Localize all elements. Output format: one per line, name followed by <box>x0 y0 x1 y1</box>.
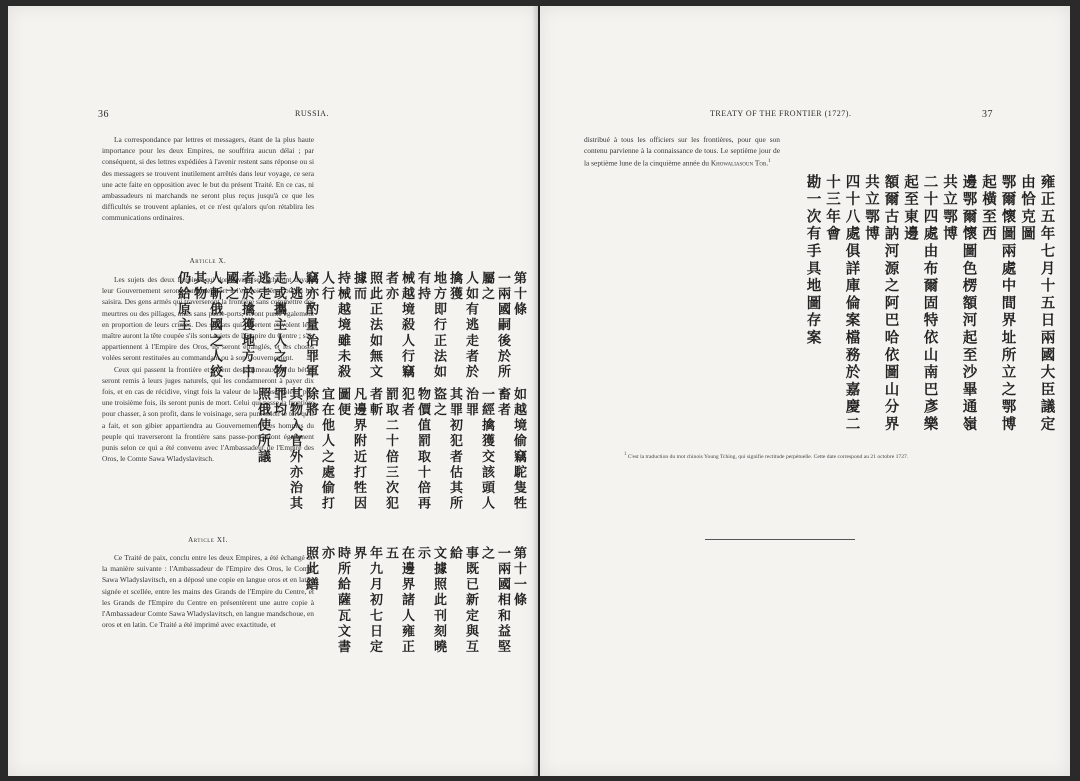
right-running-head: TREATY OF THE FRONTIER (1727). <box>710 109 852 118</box>
chinese-column: 文據照此刊刻曉示 <box>415 546 446 656</box>
left-page <box>8 6 538 776</box>
chinese-column: 一兩國相和益堅之 <box>479 546 510 656</box>
footnote: $^1$ C'est la traduction du mot chinois Young Tching, qui signifie rectitude perpétuelle. Cette date correspond au 21 octobre 1727. <box>624 452 909 460</box>
chinese-column: 械越境殺人行竊者亦 <box>383 271 414 381</box>
chinese-column: 其罪初犯者估其所盜之 <box>431 387 462 512</box>
treaty-continuation: distribué à tous les officiers sur les frontières, pour que son contenu parvienne à la connaissance de tous. Le septième jour de la septième lune de la cinquième année du Khowaliasoun Tob.$^1$ <box>584 135 780 168</box>
chinese-boundary-text <box>802 174 1056 436</box>
chinese-column: 一兩國嗣後於所屬之 <box>479 271 510 381</box>
article-xi-heading: Article XI. <box>188 536 228 544</box>
right-page <box>540 6 1070 776</box>
chinese-column: 雍正五年七月十五日兩國大臣議定由恰克圖 <box>1019 174 1055 434</box>
article-x-heading: Article X. <box>189 257 227 265</box>
chinese-column: 物價值罰取十倍再犯者 <box>399 387 430 512</box>
chinese-column: 照此正法如無文據而 <box>351 271 382 381</box>
chinese-column: 照俄使所議 <box>255 387 270 465</box>
chinese-column: 照此繕 <box>303 546 318 593</box>
right-page-number: 37 <box>982 109 993 120</box>
chinese-column: 其物入官外亦治其罪均 <box>271 387 302 512</box>
chinese-column: 勘一次有手具地圖存案 <box>804 174 821 347</box>
chinese-column: 一經擒獲交該頭人治罪 <box>463 387 494 512</box>
chinese-column: 如越境偷竊駝隻牲畜者 <box>495 387 526 512</box>
chinese-column: 持械越境雖未殺人行 <box>319 271 350 381</box>
chinese-column: 竊亦酌量治罪軍人逃 <box>287 271 318 381</box>
intro-paragraph: La correspondance par lettres et messagers, étant de la plus haute importance pour les deux Empires, ne souffrira aucun délai ; par conséquent, si des lettres expédiées à l'avenir restent sans réponse ou si des messagers se trouvent inutilement arrêtés dans leur voyage, ce sera une acte faite en opposition avec le but du présent Traité. En ce cas, ni ambassadeurs ni marchands ne seront plus reçus jusqu'à ce que les difficultés se trouvent aplanies, et ce n'est qu'alors qu'on rétablira les communications ordinaires. <box>102 135 314 223</box>
chinese-column: 邊鄂爾懷圖色楞額河起至沙畢通嶺共立鄂博 <box>941 174 977 434</box>
chinese-column: 事既已新定與互給 <box>447 546 478 656</box>
article-xi-text: Ce Traité de paix, conclu entre les deux Empires, a été échangé de la manière suivante : l'Ambassadeur de l'Empire des Oros, le Comte Sawa Wladyslavitsch, en a déposé une copie en langue oros et en latin, signée et scellée, entre les mains des Grands de l'Empire du Centre, et les Grands de l'Empire du Centre en présentèrent une autre copie à l'Ambassadeur Comte Sawa Wladyslavitsch, en langue mandschoue, en oros et en latin. Ce Traité a été imprimé avec exactitude, et <box>102 553 314 630</box>
article-x-text: Les sujets des deux Empires qui dorénavant se cacheront devant leur Gouvernement seront punis de mort à l'endroit même où on les saisira. Des gens armés qui traverseront la frontière sans commettre des meurtres ou des pillages, mais sans passe-ports, seront punis également en proportion de leurs crimes. Des soldats qui désertent et volent leur maître auront la tête coupée s'ils sont sujets de l'Empire du Centre ; s'ils appartiennent à l'Empire des Oros, ils seront étranglés, et les choses volées seront restituées au commandant ou à son Gouvernement. Ceux qui passent la frontière et volent des chameaux ou du bétail seront remis à leurs juges naturels, qui les condamneront à payer dix fois, et en cas de récidive, vingt fois la valeur de la chose volée ; pris une troisième fois, ils seront punis de mort. Celui qui passe la frontière pour chasser, à son profit, dans le voisinage, sera puni selon le tort qu'il a fait, et son gibier appartiendra au Gouvernement. Les hommes du peuple qui traverseront la frontière sans passe-port seront également punis selon ce qui a été convenu avec l'Ambassadeur de l'Empire des Oros, le Comte Sawa Wladyslavitsch. <box>102 275 314 464</box>
chinese-column: 額爾古訥河源之阿巴哈依圖山分界共立鄂博 <box>863 174 899 434</box>
chinese-column: 人斬俄國之人絞其物 <box>191 271 222 381</box>
chinese-column: 時所給薩瓦文書亦 <box>319 546 350 656</box>
left-running-head: RUSSIA. <box>295 109 329 118</box>
left-page-number: 36 <box>98 109 109 120</box>
chinese-column: 罰取二十倍三次犯者斬 <box>367 387 398 512</box>
chinese-article-11 <box>302 546 526 664</box>
chinese-column: 凡邊界附近打牲因圖便 <box>335 387 366 512</box>
chinese-column: 四十八處俱詳庫倫案檔務於嘉慶二十三年會 <box>824 174 860 434</box>
chinese-column: 年九月初七日定界 <box>351 546 382 656</box>
chinese-column: 在邊界諸人雍正五 <box>383 546 414 656</box>
chinese-column: 地方即行正法如有持 <box>415 271 446 381</box>
chinese-column: 人如有逃走者於擒獲 <box>447 271 478 381</box>
chinese-column: 第十一條 <box>511 546 526 609</box>
chinese-column: 鄂爾懷圖兩處中間界址所立之鄂博起橫至西 <box>980 174 1016 434</box>
chinese-column: 走或攜主人之物逃走 <box>255 271 286 381</box>
chinese-column: 仍給原主 <box>175 271 190 334</box>
chinese-column: 第十條 <box>511 271 526 318</box>
chinese-column: 二十四處由布爾固特依山南巴彥樂起至東邊 <box>902 174 938 434</box>
chinese-column: 宜在他人之處偷打除將 <box>303 387 334 512</box>
horizontal-rule <box>705 539 855 540</box>
chinese-column: 者於擒獲地方中國之 <box>223 271 254 381</box>
chinese-article-10-part1 <box>174 271 526 381</box>
chinese-article-10-part2 <box>254 387 526 512</box>
